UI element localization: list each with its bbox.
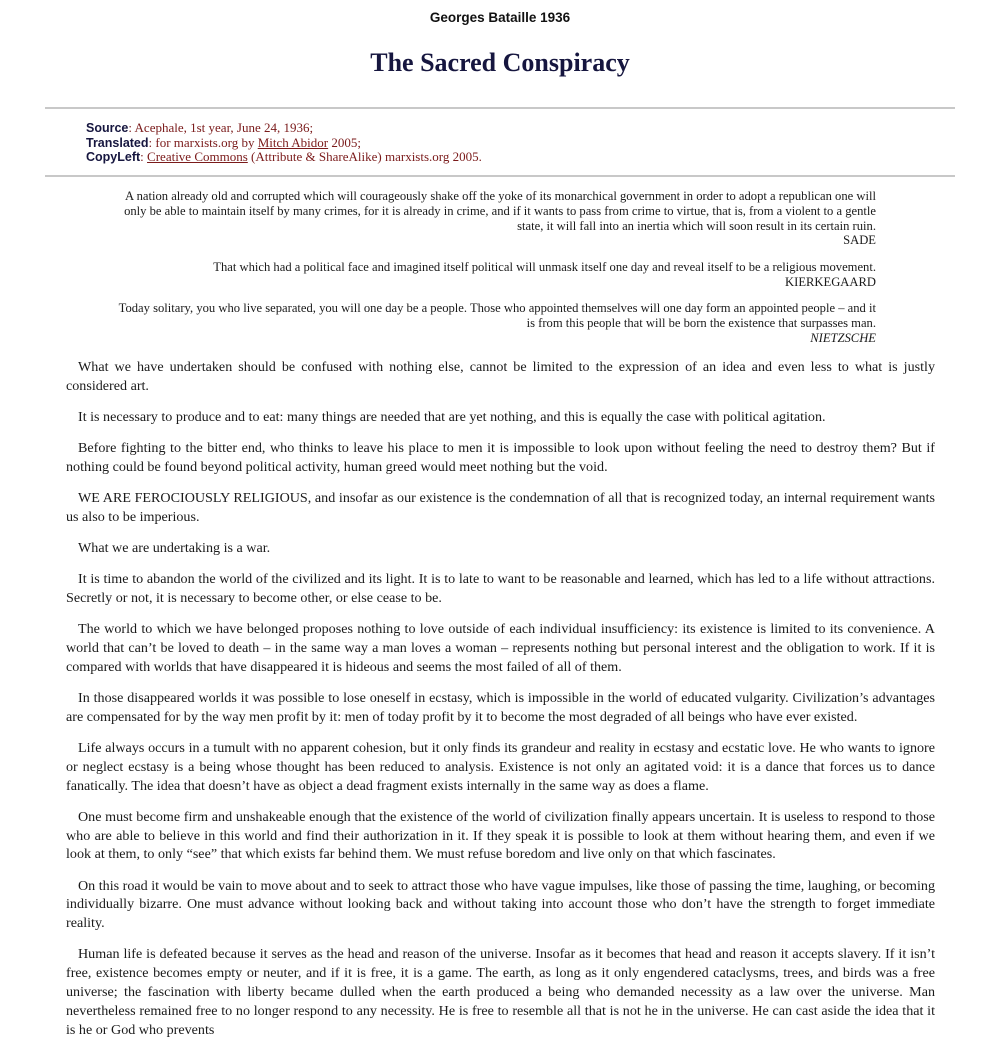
translated-suffix: 2005; (328, 134, 361, 150)
epigraph-kierkegaard (110, 260, 876, 290)
body-paragraph: In those disappeared worlds it was possible to lose oneself in ecstasy, which is impossible in the world of educated vulgarity. Civilization’s advantages are compensated for by the way men profit by it: men of today profit by it to become the most degraded of all beings who have ever existed. (66, 690, 935, 725)
epigraph-text: Today solitary, you who live separated, you will one day be a people. Those who appointed themselves will one day form an appointed people – and it is from this people that will be born the existence that surpasses man. (118, 301, 876, 330)
body-paragraph: What we have undertaken should be confused with nothing else, cannot be limited to the expression of an idea and even less to what is justly considered art. (66, 359, 935, 394)
copyleft-row (86, 150, 482, 165)
bottom-divider (45, 175, 955, 177)
source-row (86, 121, 482, 136)
epigraph-author: KIERKEGAARD (785, 274, 876, 289)
body-paragraph: One must become firm and unshakeable enough that the existence of the world of civilization finally appears uncertain. It is useless to respond to those who are able to believe in this world and find their authorization in it. If they speak it is possible to look at them without hearing them, and even if we look at them, to only “see” that which exists far behind them. We must refuse boredom and live only on that which fascinates. (66, 808, 935, 863)
epigraph-author: SADE (843, 233, 876, 248)
body-paragraph: Human life is defeated because it serves as the head and reason of the universe. Insofar as it becomes that head and reason it accepts slavery. If it isn’t free, existence becomes empty or neuter, and if it is free, it is a game. The earth, as long as it only engendered cataclysms, trees, and birds was a free universe; the fascination with liberty became dulled when the earth produced a being who demanded necessity as a law over the universe. Man nevertheless remained free to no longer respond to any necessity. He is free to resemble all that is not he in the universe. He can cast aside the idea that it is he or God who prevents (66, 946, 935, 1038)
copyleft-suffix: (Attribute & ShareAlike) marxists.org 2005. (247, 149, 482, 164)
body-paragraph: What we are undertaking is a war. (78, 540, 271, 557)
top-divider (45, 107, 955, 109)
translated-label: Translated (86, 135, 149, 150)
body-paragraph: Life always occurs in a tumult with no apparent cohesion, but it only finds its grandeur and reality in ecstasy and ecstatic love. He who wants to ignore or neglect ecstasy is a being whose thought has been reduced to analysis. Existence is not only an agitated void: it is a dance that forces us to dance fanatically. The idea that doesn’t have as object a dead fragment exists internally in the same way as does a flame. (66, 740, 935, 794)
epigraph-text: A nation already old and corrupted which will courageously shake off the yoke of its monarchical government in order to adopt a republican one will only be able to maintain itself by many crimes, for it is already in crime, and if it wants to pass from crime to virtue, that is, from a violent to a gentle state, it will fall into an inertia which will soon result in its certain ruin. (124, 189, 876, 233)
translated-row (86, 136, 482, 151)
article-body (66, 358, 935, 1052)
body-paragraph: It is necessary to produce and to eat: many things are needed that are yet nothing, and this is equally the case with political agitation. (78, 408, 826, 425)
info-block (86, 121, 482, 165)
source-value: : Acephale, 1st year, June 24, 1936; (128, 120, 314, 135)
body-paragraph: WE ARE FEROCIOUSLY RELIGIOUS, and insofar as our existence is the condemnation of all that is recognized today, an internal requirement wants us also to be imperious. (66, 490, 935, 525)
translated-prefix: : for marxists.org by (148, 134, 258, 150)
source-label: Source (86, 121, 129, 135)
body-paragraph: Before fighting to the bitter end, who thinks to leave his place to men it is impossible to look upon without feeling the need to destroy them? But if nothing could be found beyond political activity, human greed would meet nothing but the void. (66, 440, 935, 475)
copyleft-label: CopyLeft (86, 150, 141, 164)
page-title: The Sacred Conspiracy (370, 48, 630, 77)
creative-commons-link[interactable]: Creative Commons (147, 149, 248, 164)
epigraph-text: That which had a political face and imagined itself political will unmask itself one day and reveal itself to be a religious movement. (213, 260, 876, 274)
translator-link[interactable]: Mitch Abidor (257, 134, 329, 150)
copyleft-separator: : (140, 149, 148, 164)
epigraph-author: NIETZSCHE (810, 330, 876, 345)
epigraph-nietzsche (110, 301, 876, 345)
epigraph-sade (110, 189, 876, 248)
author-year-heading: Georges Bataille 1936 (429, 10, 571, 25)
body-paragraph: On this road it would be vain to move about and to seek to attract those who have vague impulses, like those of passing the time, laughing, or becoming individually bizarre. One must advance without looking back and without taking into account those who don’t have the strength to forget immediate reality. (66, 877, 935, 932)
body-paragraph: It is time to abandon the world of the civilized and its light. It is to late to want to be reasonable and learned, which has led to a life without attractions. Secretly or not, it is necessary to become other, or else cease to be. (66, 571, 935, 607)
body-paragraph: The world to which we have belonged proposes nothing to love outside of each individual insufficiency: its existence is limited to its convenience. A world that can’t be loved to death – in the same way a man loves a woman – represents nothing but personal interest and the obligation to work. If it is compared with worlds that have disappeared it is hideous and seems the most failed of all of them. (66, 621, 935, 675)
